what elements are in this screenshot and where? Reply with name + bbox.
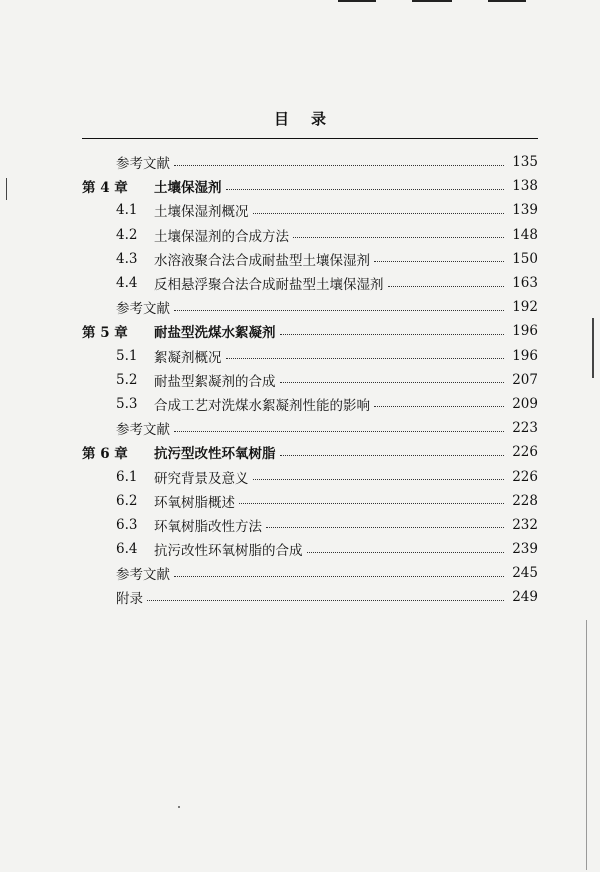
toc-entry-number: 5.1 (116, 347, 138, 364)
toc-entry-title: 反相悬浮聚合法合成耐盐型土壤保湿剂 (154, 277, 384, 294)
toc-entry-ref[interactable] (82, 416, 538, 440)
scan-speck (178, 806, 180, 808)
dot-leader (226, 189, 505, 190)
dot-leader (388, 286, 505, 287)
dot-leader (253, 479, 505, 480)
toc-entry-number: 4.2 (116, 226, 138, 243)
toc-entry-title: 环氧树脂改性方法 (154, 518, 262, 535)
toc-entry-sub[interactable] (82, 368, 538, 392)
toc-entry-page: 139 (512, 202, 538, 219)
page-title: 目录 (273, 110, 348, 128)
toc-entry-sub[interactable] (82, 223, 538, 247)
toc-entry-number: 6.4 (116, 541, 138, 558)
scan-mark-top (488, 0, 526, 2)
toc-entry-page: 150 (512, 250, 538, 267)
dot-leader (253, 213, 505, 214)
toc-entry-ref[interactable] (82, 150, 538, 174)
dot-leader (174, 310, 504, 311)
toc-entry-title: 土壤保湿剂概况 (154, 204, 249, 221)
toc-entry-chapter[interactable] (82, 319, 538, 343)
toc-entry-page: 249 (512, 589, 538, 606)
toc-entry-sub[interactable] (82, 344, 538, 368)
dot-leader (266, 527, 504, 528)
toc-entry-title: 土壤保湿剂的合成方法 (154, 228, 289, 245)
scan-mark-right (592, 318, 594, 378)
toc-entry-page: 228 (512, 492, 538, 509)
dot-leader (239, 503, 504, 504)
toc-entry-page: 226 (512, 468, 538, 485)
toc-entry-title: 研究背景及意义 (154, 470, 249, 487)
toc-entry-number: 6.2 (116, 492, 138, 509)
dot-leader (374, 261, 504, 262)
dot-leader (280, 334, 505, 335)
toc-entry-page: 163 (512, 275, 538, 292)
toc-entry-page: 239 (512, 541, 538, 558)
toc-entry-sub[interactable] (82, 198, 538, 222)
toc-entry-page: 148 (512, 226, 538, 243)
toc-entry-ref[interactable] (82, 295, 538, 319)
toc-entry-number: 5.2 (116, 371, 138, 388)
toc-entry-title: 参考文献 (116, 422, 170, 439)
toc-entry-page: 226 (512, 444, 538, 461)
dot-leader (307, 552, 505, 553)
toc-entry-ref[interactable] (82, 561, 538, 585)
toc-entry-number: 5.3 (116, 395, 138, 412)
toc-entry-chapter[interactable] (82, 174, 538, 198)
toc-entry-page: 196 (512, 347, 538, 364)
header-divider (82, 138, 538, 139)
toc-entry-number: 4.3 (116, 250, 138, 267)
toc-entry-title: 耐盐型洗煤水絮凝剂 (154, 325, 276, 342)
scan-mark-top (338, 0, 376, 2)
toc-entry-title: 附录 (116, 591, 143, 608)
toc-entry-number: 第 4 章 (82, 180, 128, 197)
toc-entry-page: 135 (512, 154, 538, 171)
toc-entry-sub[interactable] (82, 464, 538, 488)
dot-leader (147, 600, 504, 601)
toc-entry-appendix[interactable] (82, 585, 538, 609)
toc-entry-title: 合成工艺对洗煤水絮凝剂性能的影响 (154, 397, 370, 414)
toc-entry-sub[interactable] (82, 513, 538, 537)
toc-entry-sub[interactable] (82, 489, 538, 513)
toc-entry-title: 参考文献 (116, 567, 170, 584)
dot-leader (280, 455, 505, 456)
dot-leader (374, 406, 504, 407)
scan-mark-right (586, 620, 587, 870)
toc-entry-page: 232 (512, 516, 538, 533)
toc-entry-page: 196 (512, 323, 538, 340)
toc-entry-page: 223 (512, 420, 538, 437)
dot-leader (293, 237, 504, 238)
toc-entry-title: 抗污型改性环氧树脂 (154, 446, 276, 463)
toc-entry-title: 环氧树脂概述 (154, 494, 235, 511)
dot-leader (226, 358, 505, 359)
toc-entry-page: 245 (512, 565, 538, 582)
toc-entry-title: 絮凝剂概况 (154, 349, 222, 366)
toc-entry-title: 土壤保湿剂 (154, 180, 222, 197)
dot-leader (280, 382, 505, 383)
dot-leader (174, 431, 504, 432)
toc-entry-title: 参考文献 (116, 301, 170, 318)
toc-entry-page: 209 (512, 395, 538, 412)
toc-entry-title: 耐盐型絮凝剂的合成 (154, 373, 276, 390)
toc-entry-chapter[interactable] (82, 440, 538, 464)
scan-mark-top (412, 0, 452, 2)
toc-entry-number: 第 6 章 (82, 446, 128, 463)
toc-entry-page: 138 (512, 178, 538, 195)
toc-entry-number: 4.4 (116, 275, 138, 292)
scan-mark-left (6, 178, 7, 200)
dot-leader (174, 576, 504, 577)
toc-entry-title: 参考文献 (116, 156, 170, 173)
dot-leader (174, 165, 504, 166)
toc-entry-title: 水溶液聚合法合成耐盐型土壤保湿剂 (154, 252, 370, 269)
table-of-contents (82, 150, 538, 610)
toc-entry-sub[interactable] (82, 392, 538, 416)
toc-entry-title: 抗污改性环氧树脂的合成 (154, 543, 303, 560)
toc-entry-number: 4.1 (116, 202, 138, 219)
toc-entry-number: 第 5 章 (82, 325, 128, 342)
toc-entry-sub[interactable] (82, 537, 538, 561)
toc-entry-sub[interactable] (82, 247, 538, 271)
toc-entry-sub[interactable] (82, 271, 538, 295)
toc-entry-number: 6.3 (116, 516, 138, 533)
toc-entry-page: 192 (512, 299, 538, 316)
toc-entry-number: 6.1 (116, 468, 138, 485)
toc-entry-page: 207 (512, 371, 538, 388)
